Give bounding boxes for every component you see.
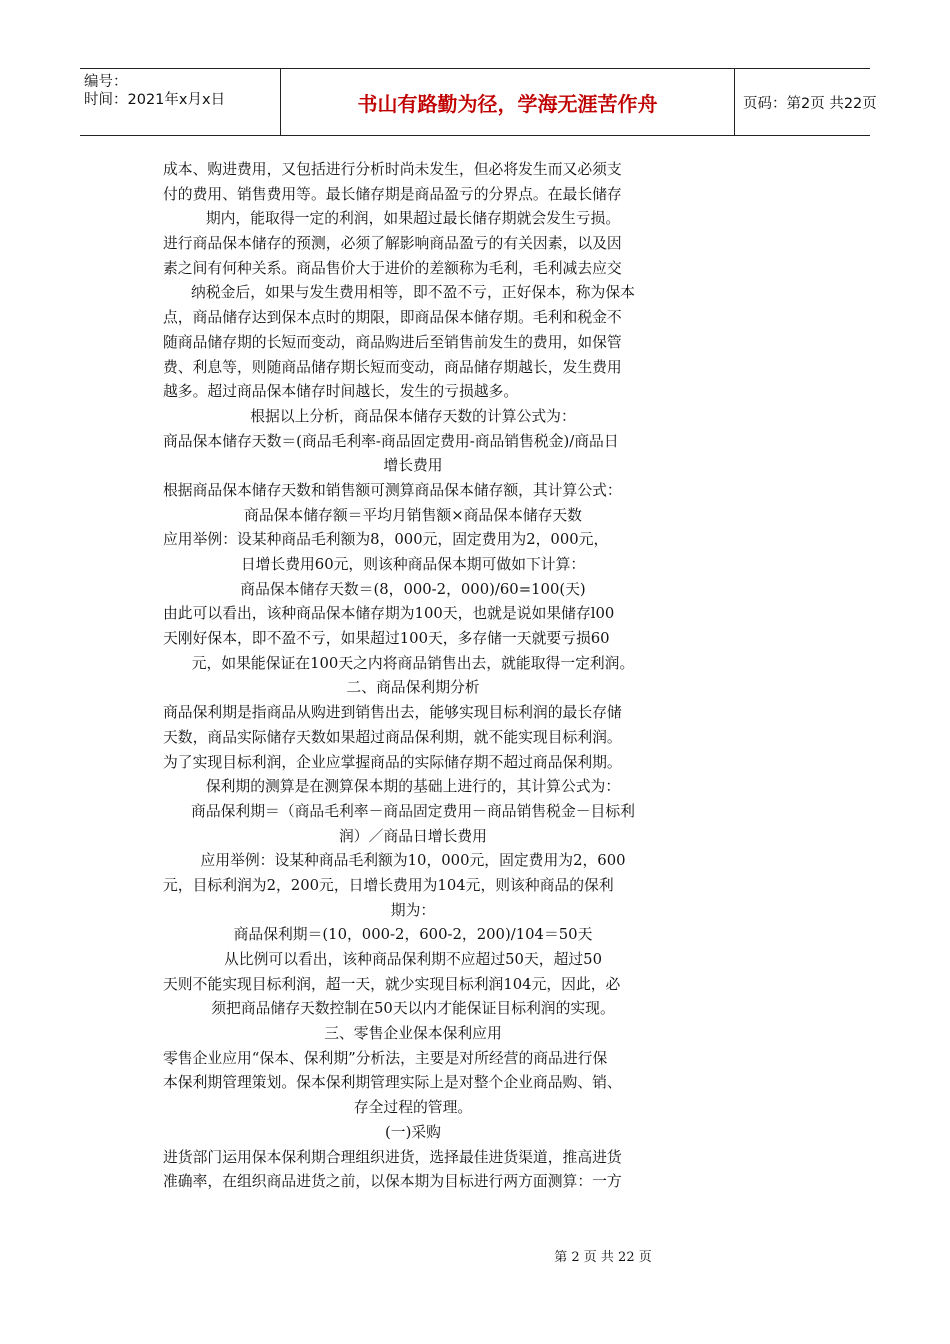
body-text-line: 零售企业应用“保本、保利期”分析法，主要是对所经营的商品进行保: [163, 1049, 608, 1067]
body-text-line: (一)采购: [385, 1123, 441, 1141]
body-text-line: 元，如果能保证在100天之内将商品销售出去，就能取得一定利润。: [191, 654, 635, 672]
body-text-line: 保利期的测算是在测算保本期的基础上进行的，其计算公式为：: [205, 778, 621, 796]
body-text-line: 进行商品保本储存的预测，必须了解影响商品盈亏的有关因素，以及因: [163, 235, 622, 253]
body-text-line: 润）／商品日增长费用: [339, 827, 487, 845]
body-text-line: 商品保本储存额＝平均月销售额×商品保本储存天数: [244, 506, 582, 524]
body-text-line: 本保利期管理策划。保本保利期管理实际上是对整个企业商品购、销、: [163, 1074, 622, 1092]
body-text-line: 素之间有何种关系。商品售价大于进价的差额称为毛利，毛利减去应交: [163, 259, 622, 277]
body-text-line: 增长费用: [383, 457, 443, 475]
page-footer: [0, 1246, 950, 1265]
body-text-line: 点，商品储存达到保本点时的期限，即商品保本储存期。毛利和税金不: [163, 309, 622, 327]
body-text-line: 根据以上分析，商品保本储存天数的计算公式为：: [250, 407, 576, 425]
body-text-line: 须把商品储存天数控制在50天以内才能保证目标利润的实现。: [211, 1000, 615, 1018]
body-text-line: 进货部门运用保本保利期合理组织进货，选择最佳进货渠道，推高进货: [163, 1148, 622, 1166]
document-time-label: 时间：2021年x月x日: [84, 92, 226, 108]
body-text-line: 成本、购进费用，又包括进行分析时尚未发生，但必将发生而又必须支: [163, 161, 622, 178]
document-body: [163, 158, 663, 1195]
document-number-label: 编号：: [84, 74, 128, 90]
header-motto: 书山有路勤为径，学海无涯苦作舟: [280, 69, 735, 135]
body-text-line: 期内，能取得一定的利润，如果超过最长储存期就会发生亏损。: [205, 210, 621, 228]
body-text-line: 越多。超过商品保本储存时间越长，发生的亏损越多。: [163, 383, 519, 401]
body-text-line: 随商品储存期的长短而变动，商品购进后至销售前发生的费用，如保管: [163, 333, 622, 351]
body-text-line: 商品保利期＝（商品毛利率－商品固定费用－商品销售税金－目标利: [191, 802, 635, 820]
header-meta: [80, 69, 280, 135]
body-text-line: 商品保利期是指商品从购进到销售出去，能够实现目标利润的最长存储: [163, 704, 622, 722]
body-text-line: 商品保本储存天数＝(商品毛利率-商品固定费用-商品销售税金)/商品日: [163, 432, 619, 450]
body-text-line: 天刚好保本，即不盈不亏，如果超过100天，多存储一天就要亏损60: [163, 630, 610, 648]
body-text-line: 根据商品保本储存天数和销售额可测算商品保本储存额，其计算公式：: [163, 481, 622, 499]
body-text-line: 天数，商品实际储存天数如果超过商品保利期，就不能实现目标利润。: [163, 728, 622, 746]
body-text-line: 存全过程的管理。: [353, 1099, 473, 1117]
body-text-line: 准确率，在组织商品进货之前，以保本期为目标进行两方面测算：一方: [163, 1173, 622, 1191]
body-text-line: 商品保本储存天数＝(8，000-2，000)/60=100(天): [240, 580, 586, 598]
body-text-line: 三、零售企业保本保利应用: [324, 1025, 502, 1043]
body-text-line: 应用举例：设某种商品毛利额为10，000元，固定费用为2，600: [200, 852, 626, 870]
body-text-line: 付的费用、销售费用等。最长储存期是商品盈亏的分界点。在最长储存: [163, 185, 622, 203]
body-text-line: 商品保利期＝(10，000-2，600-2，200)/104＝50天: [233, 926, 593, 944]
body-text-line: 从比例可以看出，该种商品保利期不应超过50天，超过50: [224, 951, 602, 968]
body-text-line: 纳税金后，如果与发生费用相等，即不盈不亏，正好保本，称为保本: [191, 284, 635, 302]
header-page-info: 页码：第2页 共22页: [743, 95, 877, 112]
footer-page-number: 第 2 页 共 22 页: [554, 1250, 652, 1265]
body-text-line: 费、利息等，则随商品储存期长短而变动，商品储存期越长，发生费用: [163, 358, 622, 376]
body-text-line: 应用举例：设某种商品毛利额为8，000元，固定费用为2，000元，: [163, 531, 609, 549]
body-text-line: 元，目标利润为2，200元，日增长费用为104元，则该种商品的保利: [163, 876, 614, 894]
body-text-line: 天则不能实现目标利润，超一天，就少实现目标利润104元，因此，必: [163, 975, 621, 993]
body-text-line: 二、商品保利期分析: [346, 679, 480, 697]
body-text-line: 期为：: [390, 901, 436, 919]
body-text-line: 由此可以看出，该种商品保本储存期为100天，也就是说如果储存l00: [163, 605, 615, 623]
body-text-line: 为了实现目标利润，企业应掌握商品的实际储存期不超过商品保利期。: [163, 753, 622, 771]
body-text-line: 日增长费用60元，则该种商品保本期可做如下计算：: [240, 556, 586, 573]
page-header: [80, 68, 877, 136]
